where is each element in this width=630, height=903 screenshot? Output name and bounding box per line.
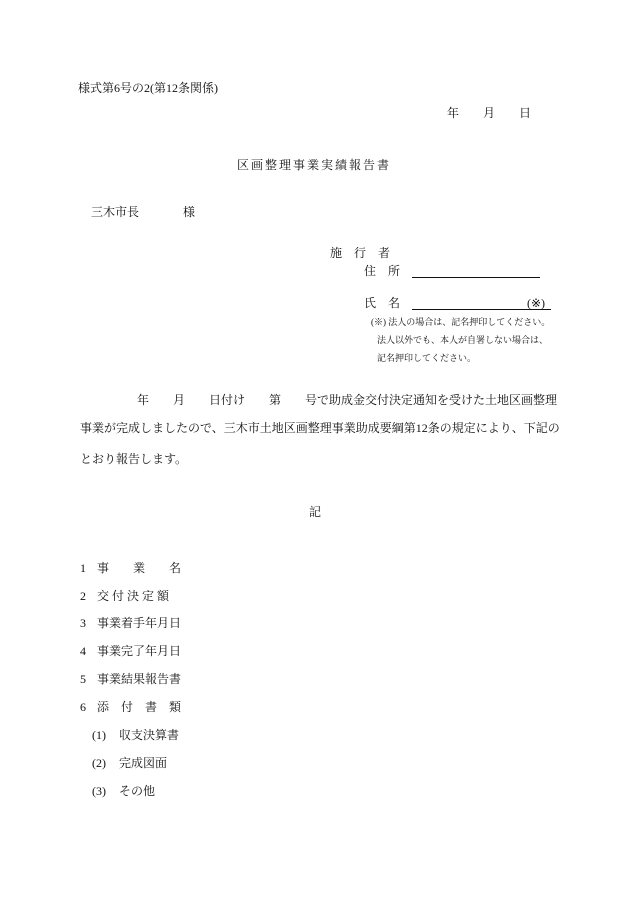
item-number: 3 — [80, 616, 86, 630]
addressee-name: 三木市長 — [91, 205, 140, 219]
date-line: 年 月 日 — [447, 106, 532, 120]
attachment-number: (3) — [92, 784, 106, 798]
document-title: 区画整理事業実績報告書 — [237, 158, 392, 172]
ki-heading: 記 — [309, 505, 322, 519]
item-number: 6 — [80, 700, 86, 714]
attachment-number: (2) — [92, 756, 106, 770]
form-number: 様式第6号の2(第12条関係) — [78, 81, 218, 95]
item-label: 事 業 名 — [97, 561, 182, 575]
body-line: 年 月 日付け 第 号で助成金交付決定通知を受けた土地区画整理 — [137, 393, 558, 407]
item-label: 交 付 決 定 額 — [97, 589, 170, 603]
body-line: 事業が完成しましたので、三木市土地区画整理事業助成要綱第12条の規定により、下記の — [80, 421, 560, 435]
item-label: 事業完了年月日 — [97, 644, 182, 658]
item-number: 5 — [80, 672, 86, 686]
applicant-heading: 施 行 者 — [330, 246, 391, 260]
addressee-honorific: 様 — [183, 205, 196, 219]
note-line: 法人以外でも、本人が自署しない場合は、 — [377, 335, 549, 345]
seal-mark: (※) — [527, 296, 546, 310]
item-label: 事業着手年月日 — [97, 616, 182, 630]
body-line: とおり報告します。 — [80, 452, 188, 466]
item-number: 4 — [80, 644, 86, 658]
note-line: (※) 法人の場合は、記名押印してください。 — [371, 317, 551, 327]
item-number: 2 — [80, 589, 86, 603]
address-label: 住 所 — [364, 264, 401, 278]
name-label: 氏 名 — [364, 296, 401, 310]
item-number: 1 — [80, 561, 86, 575]
item-label: 事業結果報告書 — [97, 672, 182, 686]
attachment-label: 収支決算書 — [119, 728, 180, 742]
note-line: 記名押印してください。 — [377, 353, 477, 363]
attachment-label: その他 — [119, 784, 156, 798]
address-field-line — [412, 277, 540, 278]
attachment-number: (1) — [92, 728, 106, 742]
name-field-line — [412, 309, 551, 310]
item-label: 添 付 書 類 — [97, 700, 182, 714]
attachment-label: 完成図面 — [119, 756, 168, 770]
